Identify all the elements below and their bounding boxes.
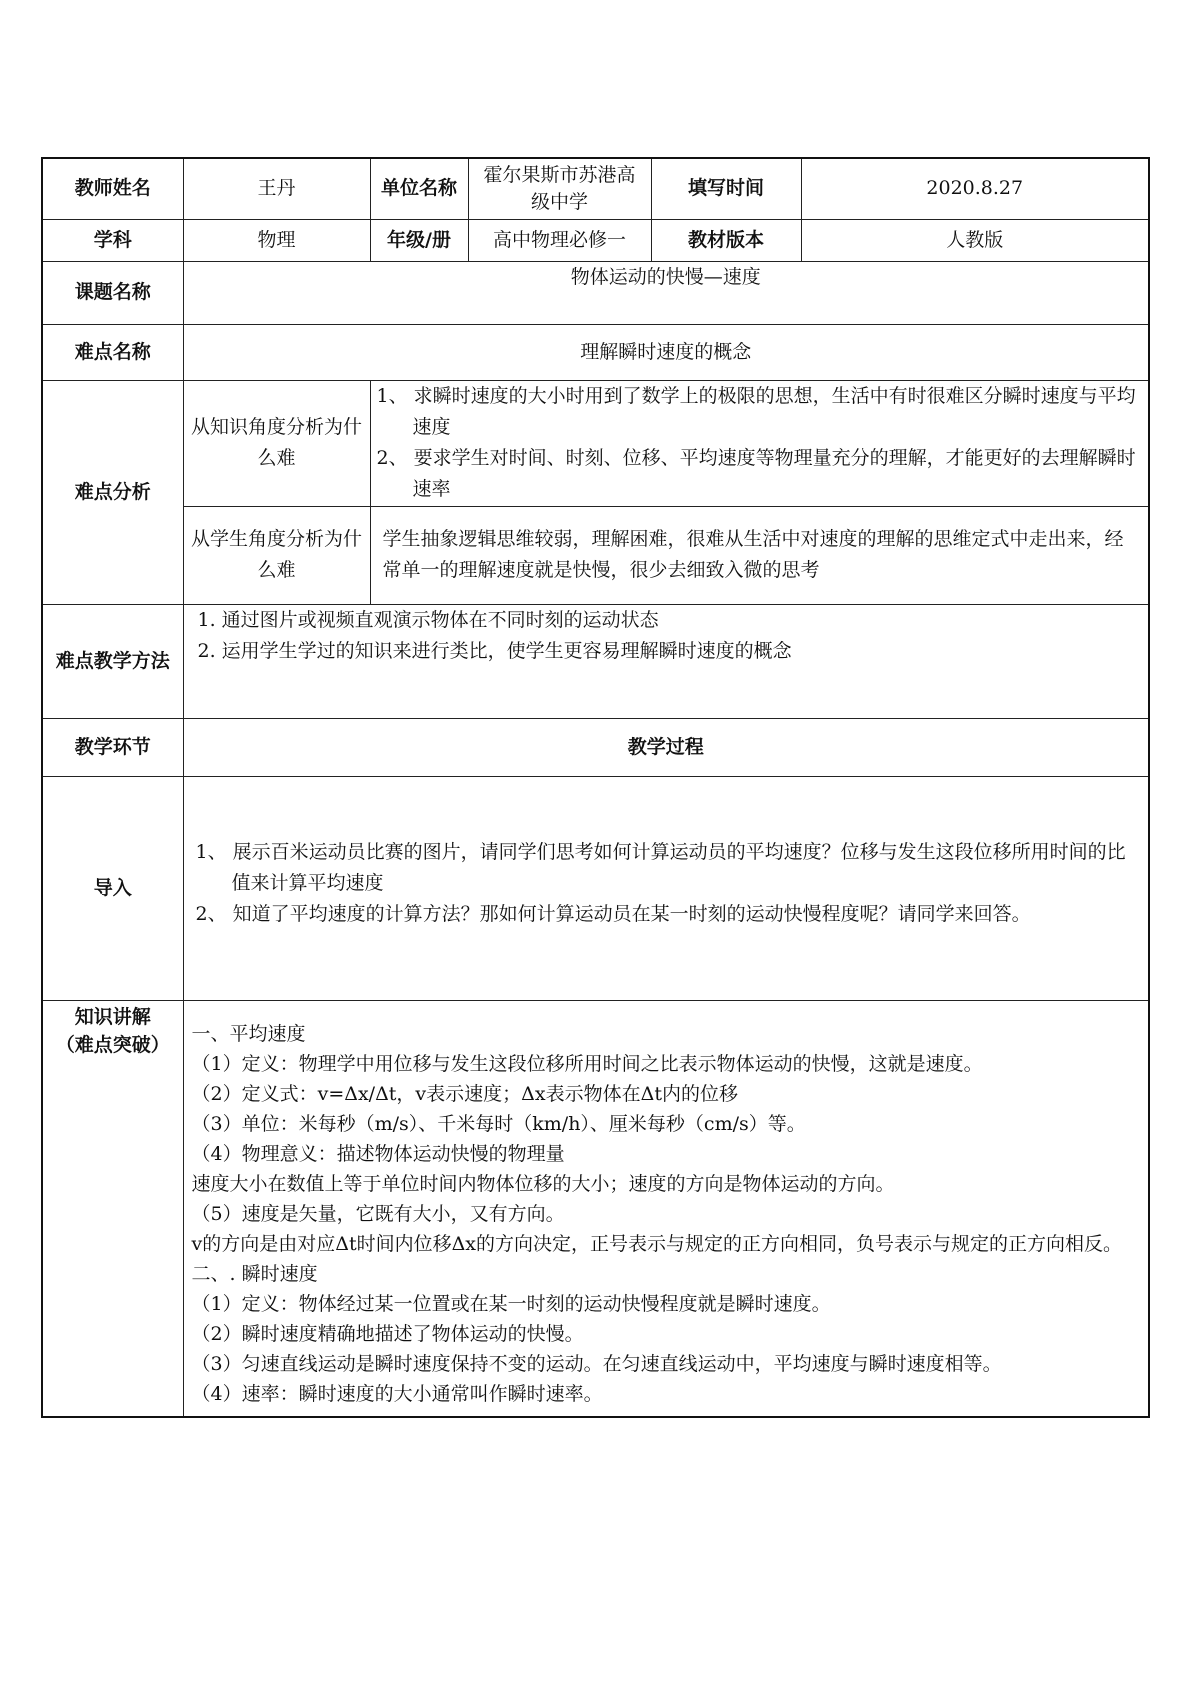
header-row-2 — [42, 219, 1149, 261]
difficulty-label: 难点名称 — [42, 324, 183, 380]
knowledge-line: 速度大小在数值上等于单位时间内物体位移的大小；速度的方向是物体运动的方向。 — [191, 1172, 895, 1195]
knowledge-line: （2）定义式：v=Δx/Δt，v表示速度；Δx表示物体在Δt内的位移 — [191, 1082, 738, 1105]
knowledge-line: （4）物理意义：描述物体运动快慢的物理量 — [191, 1142, 565, 1165]
teaching-stage-label: 教学环节 — [42, 718, 183, 776]
intro-list — [196, 837, 1143, 930]
teaching-process-label: 教学过程 — [183, 718, 1149, 776]
process-header-row — [42, 718, 1149, 776]
list-item: 2、 要求学生对时间、时刻、位移、平均速度等物理量充分的理解，才能更好的去理解瞬时速率 — [376, 447, 1136, 500]
topic-label: 课题名称 — [42, 261, 183, 324]
knowledge-line: （4）速率：瞬时速度的大小通常叫作瞬时速率。 — [191, 1382, 603, 1405]
knowledge-line: （5）速度是矢量，它既有大小，又有方向。 — [191, 1202, 565, 1225]
topic-row — [42, 261, 1149, 324]
method-label: 难点教学方法 — [42, 604, 183, 718]
method-list — [198, 605, 1143, 667]
knowledge-line: 一、平均速度 — [191, 1022, 306, 1045]
edition-label: 教材版本 — [651, 219, 801, 261]
teacher-name-value: 王丹 — [183, 158, 370, 219]
list-item: 2. 运用学生学过的知识来进行类比，使学生更容易理解瞬时速度的概念 — [197, 639, 792, 662]
knowledge-line: （3）匀速直线运动是瞬时速度保持不变的运动。在匀速直线运动中，平均速度与瞬时速度相等。 — [191, 1352, 1002, 1375]
lesson-plan-table — [41, 157, 1150, 1418]
knowledge-line: （1）定义：物体经过某一位置或在某一时刻的运动快慢程度就是瞬时速度。 — [191, 1292, 831, 1315]
intro-row — [42, 776, 1149, 1000]
fill-date-label: 填写时间 — [651, 158, 801, 219]
analysis-row-student — [42, 506, 1149, 604]
knowledge-line: v的方向是由对应Δt时间内位移Δx的方向决定，正号表示与规定的正方向相同，负号表示与规定的正方向相反。 — [191, 1232, 1123, 1255]
analysis-label: 难点分析 — [42, 380, 183, 604]
subject-value: 物理 — [183, 219, 370, 261]
knowledge-line: 二、. 瞬时速度 — [191, 1262, 318, 1285]
method-content — [183, 604, 1149, 718]
grade-value: 高中物理必修一 — [468, 219, 651, 261]
unit-name-value: 霍尔果斯市苏港高级中学 — [468, 158, 651, 219]
grade-label: 年级/册 — [370, 219, 468, 261]
fill-date-value: 2020.8.27 — [801, 158, 1149, 219]
knowledge-angle-list — [377, 381, 1143, 505]
student-angle-label: 从学生角度分析为什么难 — [183, 506, 370, 604]
knowledge-row — [42, 1000, 1149, 1417]
difficulty-value: 理解瞬时速度的概念 — [183, 324, 1149, 380]
list-item: 1、 展示百米运动员比赛的图片，请同学们思考如何计算运动员的平均速度？位移与发生这段位移所用时间的比值来计算平均速度 — [195, 840, 1126, 894]
unit-name-label: 单位名称 — [370, 158, 468, 219]
knowledge-content — [183, 1000, 1149, 1417]
student-angle-content: 学生抽象逻辑思维较弱，理解困难，很难从生活中对速度的理解的思维定式中走出来，经常单一的理解速度就是快慢，很少去细致入微的思考 — [370, 506, 1149, 604]
difficulty-row — [42, 324, 1149, 380]
method-row — [42, 604, 1149, 718]
intro-label: 导入 — [42, 776, 183, 1000]
subject-label: 学科 — [42, 219, 183, 261]
knowledge-line: （2）瞬时速度精确地描述了物体运动的快慢。 — [191, 1322, 584, 1345]
knowledge-angle-content — [370, 380, 1149, 506]
topic-value: 物体运动的快慢—速度 — [183, 261, 1149, 324]
edition-value: 人教版 — [801, 219, 1149, 261]
header-row-1 — [42, 158, 1149, 219]
knowledge-line: （1）定义：物理学中用位移与发生这段位移所用时间之比表示物体运动的快慢，这就是速度。 — [191, 1052, 983, 1075]
knowledge-label-line2: （难点突破） — [55, 1033, 170, 1056]
intro-content — [183, 776, 1149, 1000]
knowledge-label — [42, 1000, 183, 1417]
list-item: 1、 求瞬时速度的大小时用到了数学上的极限的思想，生活中有时很难区分瞬时速度与平均速度 — [376, 385, 1136, 438]
list-item: 2、 知道了平均速度的计算方法？那如何计算运动员在某一时刻的运动快慢程度呢？请同学来回答。 — [195, 902, 1031, 925]
knowledge-label-line1: 知识讲解 — [74, 1005, 151, 1028]
knowledge-line: （3）单位：米每秒（m/s）、千米每时（km/h）、厘米每秒（cm/s）等。 — [191, 1112, 806, 1135]
analysis-row-knowledge — [42, 380, 1149, 506]
knowledge-angle-label: 从知识角度分析为什么难 — [183, 380, 370, 506]
teacher-name-label: 教师姓名 — [42, 158, 183, 219]
list-item: 1. 通过图片或视频直观演示物体在不同时刻的运动状态 — [197, 608, 659, 631]
